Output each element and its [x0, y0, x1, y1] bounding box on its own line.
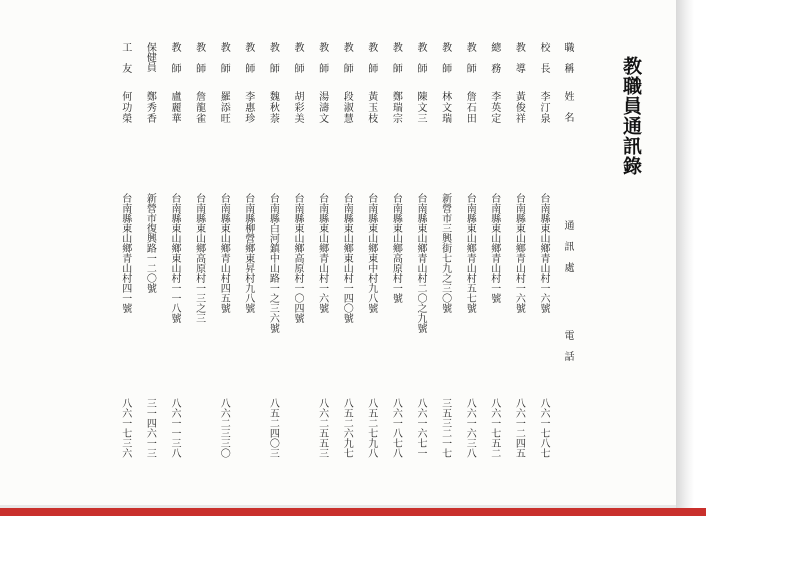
header-role: 職 稱 — [562, 42, 573, 73]
staff-name: 詹石田 — [464, 91, 476, 124]
staff-phone: 八六一六七一 — [415, 398, 426, 458]
staff-name: 黃俊祥 — [513, 91, 525, 124]
staff-address: 台南縣東山鄉青山村四五號 — [218, 193, 230, 313]
staff-role: 教 師 — [193, 42, 205, 73]
staff-role: 教 師 — [267, 42, 279, 73]
staff-name: 湯濤文 — [316, 91, 328, 124]
staff-address: 台南縣東山鄉高原村一號 — [390, 193, 402, 303]
staff-role: 教 導 — [513, 42, 525, 73]
header-name: 姓 名 — [562, 91, 573, 122]
staff-address: 台南縣東山鄉青山村二〇之九號 — [415, 193, 426, 333]
staff-phone: 八六一七五二 — [488, 398, 500, 458]
staff-name: 陳文三 — [415, 91, 426, 124]
staff-phone: 八六一八七八 — [390, 398, 402, 458]
staff-phone: 八六一一三八 — [169, 398, 180, 458]
staff-name: 魏秋萘 — [267, 91, 279, 124]
staff-name: 何功榮 — [119, 91, 131, 124]
staff-role: 教 師 — [464, 42, 476, 73]
staff-phone: 三五三二一七 — [439, 398, 451, 458]
staff-address: 台南縣東山鄉青山村一六號 — [316, 193, 328, 313]
staff-role: 工 友 — [119, 42, 131, 73]
staff-role: 校 長 — [538, 42, 549, 73]
staff-address: 台南縣東山鄉東山村一四〇號 — [341, 193, 353, 323]
staff-phone: 八六一二四五 — [513, 398, 525, 458]
staff-phone: 八六二五五三 — [316, 398, 328, 458]
staff-role: 教 師 — [242, 42, 254, 73]
staff-name: 鄭瑞宗 — [390, 91, 402, 124]
staff-role: 教 師 — [439, 42, 451, 73]
staff-address: 台南縣東山鄉高原村一〇四號 — [292, 193, 303, 323]
staff-phone: 八五二七九八 — [365, 398, 377, 458]
staff-address: 新營市三興街七九之三〇號 — [439, 193, 451, 313]
book-cover-edge — [0, 508, 676, 516]
staff-name: 羅添旺 — [218, 91, 230, 124]
staff-phone: 三一四六一三 — [144, 398, 156, 458]
staff-role: 教 師 — [390, 42, 402, 73]
staff-name: 李英定 — [488, 91, 500, 124]
staff-address: 台南縣東山鄉青山村一號 — [488, 193, 500, 303]
staff-role: 教 師 — [292, 42, 303, 73]
staff-address: 台南縣東山鄉東中村九八號 — [365, 193, 377, 313]
staff-address: 台南縣白河鎮中山路一之三六號 — [267, 193, 279, 333]
staff-name: 李惠珍 — [242, 91, 254, 124]
staff-name: 詹龍雀 — [193, 91, 205, 124]
staff-address: 台南縣東山鄉東山村一一八號 — [169, 193, 180, 323]
staff-role: 教 師 — [341, 42, 353, 73]
staff-phone: 八五二六九七 — [341, 398, 353, 458]
staff-role: 教 師 — [415, 42, 426, 73]
staff-role: 總 務 — [488, 42, 500, 73]
staff-name: 段淑慧 — [341, 91, 353, 124]
staff-name: 李汀泉 — [538, 91, 549, 124]
staff-address: 台南縣東山鄉青山村五七號 — [464, 193, 476, 313]
staff-phone: 八六一七八七 — [538, 398, 549, 458]
staff-role: 教 師 — [218, 42, 230, 73]
staff-address: 台南縣東山鄉高原村一三之三 — [193, 193, 205, 323]
staff-name: 黃玉枝 — [365, 91, 377, 124]
staff-role: 教 師 — [365, 42, 377, 73]
staff-name: 林文瑞 — [439, 91, 451, 124]
page-title: 教職員通訊錄 — [620, 56, 642, 176]
staff-phone: 八五二四〇三 — [267, 398, 279, 458]
staff-address: 台南縣東山鄉青山村一六號 — [538, 193, 549, 313]
staff-address: 台南縣柳營鄉東昇村九八號 — [242, 193, 254, 313]
staff-name: 鄭秀香 — [144, 91, 156, 124]
staff-address: 台南縣東山鄉青山村一六號 — [513, 193, 525, 313]
book-gutter — [676, 0, 694, 512]
staff-phone: 八六二三三〇 — [218, 398, 230, 458]
staff-role: 教 師 — [169, 42, 180, 73]
staff-phone: 八六一七三六 — [119, 398, 131, 458]
staff-phone: 八六一六三八 — [464, 398, 476, 458]
staff-role: 保健員 — [144, 42, 156, 72]
staff-address: 新營市復興路一二〇號 — [144, 193, 156, 293]
staff-role: 教 師 — [316, 42, 328, 73]
book-cover-corner — [676, 508, 706, 516]
staff-address: 台南縣東山鄉青山村四一號 — [119, 193, 131, 313]
header-phone: 電 話 — [562, 330, 573, 361]
header-address: 通 訊 處 — [562, 220, 573, 272]
staff-name: 胡彩美 — [292, 91, 303, 124]
staff-name: 盧麗華 — [169, 91, 180, 124]
